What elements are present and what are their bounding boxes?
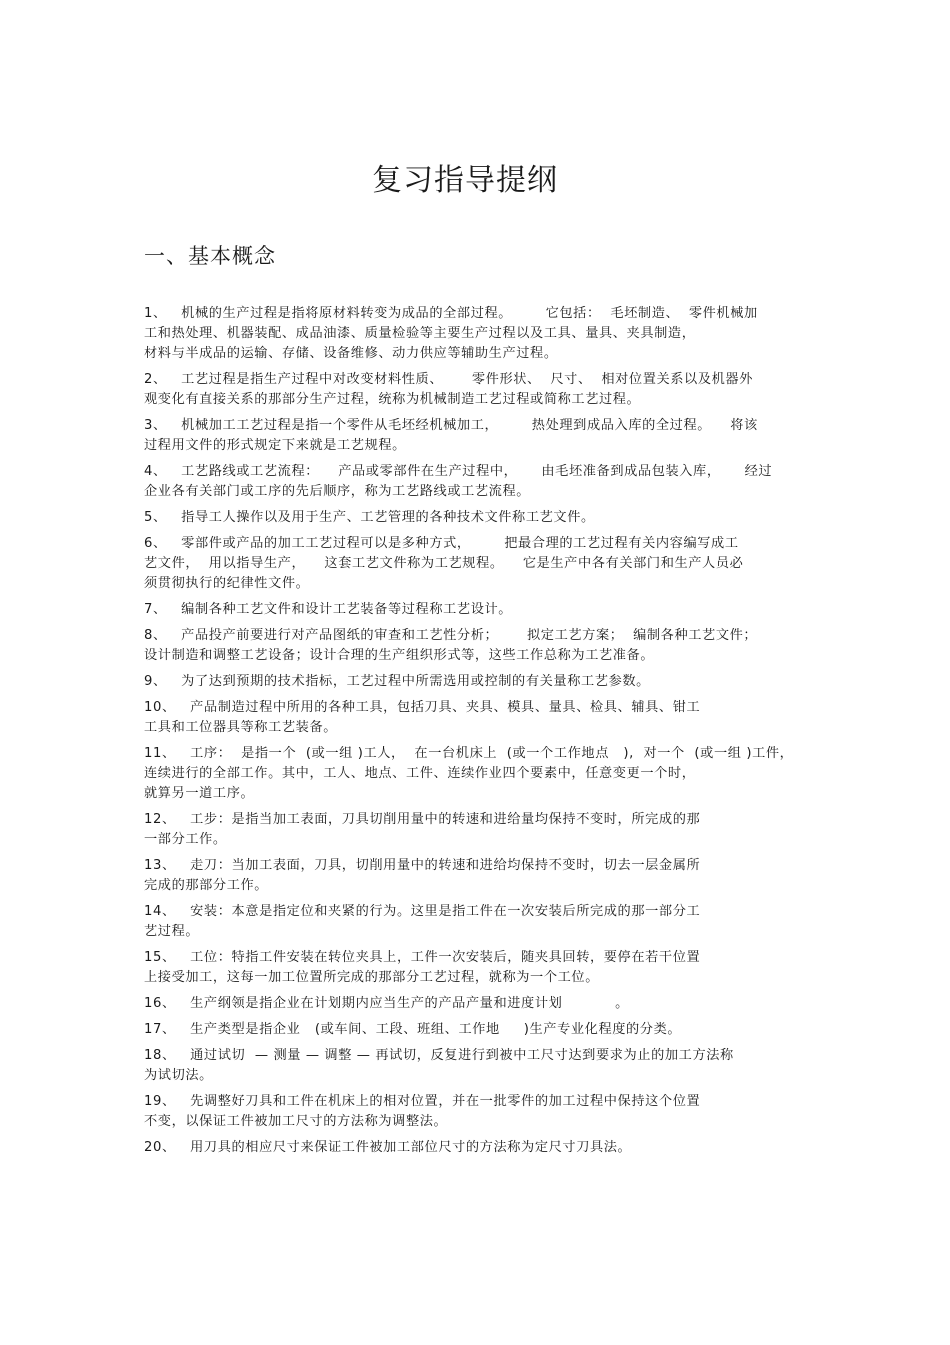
list-item-text-line: 上接受加工，这每一加工位置所完成的那部分工艺过程，就称为一个工位。 — [144, 970, 599, 985]
list-item-text-line: 不变，以保证工件被加工尺寸的方法称为调整法。 — [144, 1114, 448, 1129]
section-heading: 一、基本概念 — [144, 244, 276, 268]
list-item-text-line: 4、 工艺路线或工艺流程： 产品或零部件在生产过程中， 由毛坯准备到成品包装入库， 经过 — [144, 464, 773, 479]
list-item-text-line: 7、 编制各种工艺文件和设计工艺装备等过程称工艺设计。 — [144, 602, 513, 617]
list-item — [144, 508, 806, 528]
list-item — [144, 416, 806, 456]
list-item-text-line: 为试切法。 — [144, 1068, 213, 1083]
list-item — [144, 698, 806, 738]
list-item-text-line: 一部分工作。 — [144, 832, 227, 847]
list-item-text-line: 企业各有关部门或工序的先后顺序，称为工艺路线或工艺流程。 — [144, 484, 531, 499]
list-item — [144, 534, 806, 594]
list-item-text-line: 12、 工步：是指当加工表面，刀具切削用量中的转速和进给量均保持不变时，所完成的那 — [144, 812, 701, 827]
page-title: 复习指导提纲 — [372, 163, 558, 198]
list-item-text-line: 10、 产品制造过程中所用的各种工具，包括刀具、夹具、模具、量具、检具、辅具、钳工 — [144, 700, 701, 715]
list-item — [144, 370, 806, 410]
list-item — [144, 994, 806, 1014]
list-item-text-line: 艺过程。 — [144, 924, 200, 939]
list-item-text-line: 2、 工艺过程是指生产过程中对改变材料性质、 零件形状、 尺寸、 相对位置关系以及机器外 — [144, 372, 753, 387]
list-item-text-line: 过程用文件的形式规定下来就是工艺规程。 — [144, 438, 406, 453]
list-item-text-line: 须贯彻执行的纪律性文件。 — [144, 576, 310, 591]
list-item — [144, 626, 806, 666]
list-item-text-line: 20、 用刀具的相应尺寸来保证工件被加工部位尺寸的方法称为定尺寸刀具法。 — [144, 1140, 632, 1155]
list-item — [144, 600, 806, 620]
list-item — [144, 902, 806, 942]
list-item-text-line: 11、 工序： 是指一个 (或一组 )工人， 在一台机床上 (或一个工作地点 ), 对一个 (或一组 )工件， — [144, 746, 794, 761]
list-item-text-line: 工具和工位器具等称工艺装备。 — [144, 720, 338, 735]
concept-list — [144, 304, 806, 1164]
list-item-text-line: 6、 零部件或产品的加工工艺过程可以是多种方式， 把最合理的工艺过程有关内容编写成工 — [144, 536, 739, 551]
list-item-text-line: 13、 走刀：当加工表面，刀具，切削用量中的转速和进给均保持不变时，切去一层金属所 — [144, 858, 701, 873]
list-item-text-line: 15、 工位：特指工件安装在转位夹具上，工件一次安装后，随夹具回转，要停在若干位置 — [144, 950, 701, 965]
list-item — [144, 1138, 806, 1158]
list-item-text-line: 1、 机械的生产过程是指将原材料转变为成品的全部过程。 它包括： 毛坯制造、 零件机械加 — [144, 306, 758, 321]
list-item-text-line: 连续进行的全部工作。其中，工人、地点、工件、连续作业四个要素中，任意变更一个时， — [144, 766, 696, 781]
list-item — [144, 810, 806, 850]
list-item-text-line: 3、 机械加工工艺过程是指一个零件从毛坯经机械加工， 热处理到成品入库的全过程。 将该 — [144, 418, 758, 433]
list-item-text-line: 8、 产品投产前要进行对产品图纸的审查和工艺性分析； 拟定工艺方案； 编制各种工艺文件； — [144, 628, 758, 643]
list-item-text-line: 16、 生产纲领是指企业在计划期内应当生产的产品产量和进度计划 。 — [144, 996, 629, 1011]
list-item — [144, 462, 806, 502]
list-item — [144, 672, 806, 692]
list-item-text-line: 材料与半成品的运输、存储、设备维修、动力供应等辅助生产过程。 — [144, 346, 558, 361]
list-item-text-line: 17、 生产类型是指企业 (或车间、工段、班组、工作地 )生产专业化程度的分类。 — [144, 1022, 682, 1037]
list-item — [144, 1092, 806, 1132]
list-item-text-line: 工和热处理、机器装配、成品油漆、质量检验等主要生产过程以及工具、量具、夹具制造， — [144, 326, 696, 341]
list-item-text-line: 就算另一道工序。 — [144, 786, 255, 801]
list-item-text-line: 9、 为了达到预期的技术指标，工艺过程中所需选用或控制的有关量称工艺参数。 — [144, 674, 650, 689]
list-item — [144, 856, 806, 896]
list-item — [144, 744, 806, 804]
list-item-text-line: 18、 通过试切 — 测量 — 调整 — 再试切，反复进行到被中工尺寸达到要求为止的加工方法称 — [144, 1048, 734, 1063]
list-item-text-line: 19、 先调整好刀具和工件在机床上的相对位置，并在一批零件的加工过程中保持这个位置 — [144, 1094, 701, 1109]
list-item-text-line: 5、 指导工人操作以及用于生产、工艺管理的各种技术文件称工艺文件。 — [144, 510, 595, 525]
list-item — [144, 948, 806, 988]
list-item-text-line: 14、 安装：本意是指定位和夹紧的行为。这里是指工件在一次安装后所完成的那一部分工 — [144, 904, 701, 919]
list-item-text-line: 完成的那部分工作。 — [144, 878, 269, 893]
list-item — [144, 1020, 806, 1040]
list-item-text-line: 艺文件， 用以指导生产， 这套工艺文件称为工艺规程。 它是生产中各有关部门和生产人员必 — [144, 556, 744, 571]
list-item-text-line: 设计制造和调整工艺设备；设计合理的生产组织形式等，这些工作总称为工艺准备。 — [144, 648, 655, 663]
list-item-text-line: 观变化有直接关系的那部分生产过程，统称为机械制造工艺过程或简称工艺过程。 — [144, 392, 641, 407]
list-item — [144, 1046, 806, 1086]
list-item — [144, 304, 806, 364]
